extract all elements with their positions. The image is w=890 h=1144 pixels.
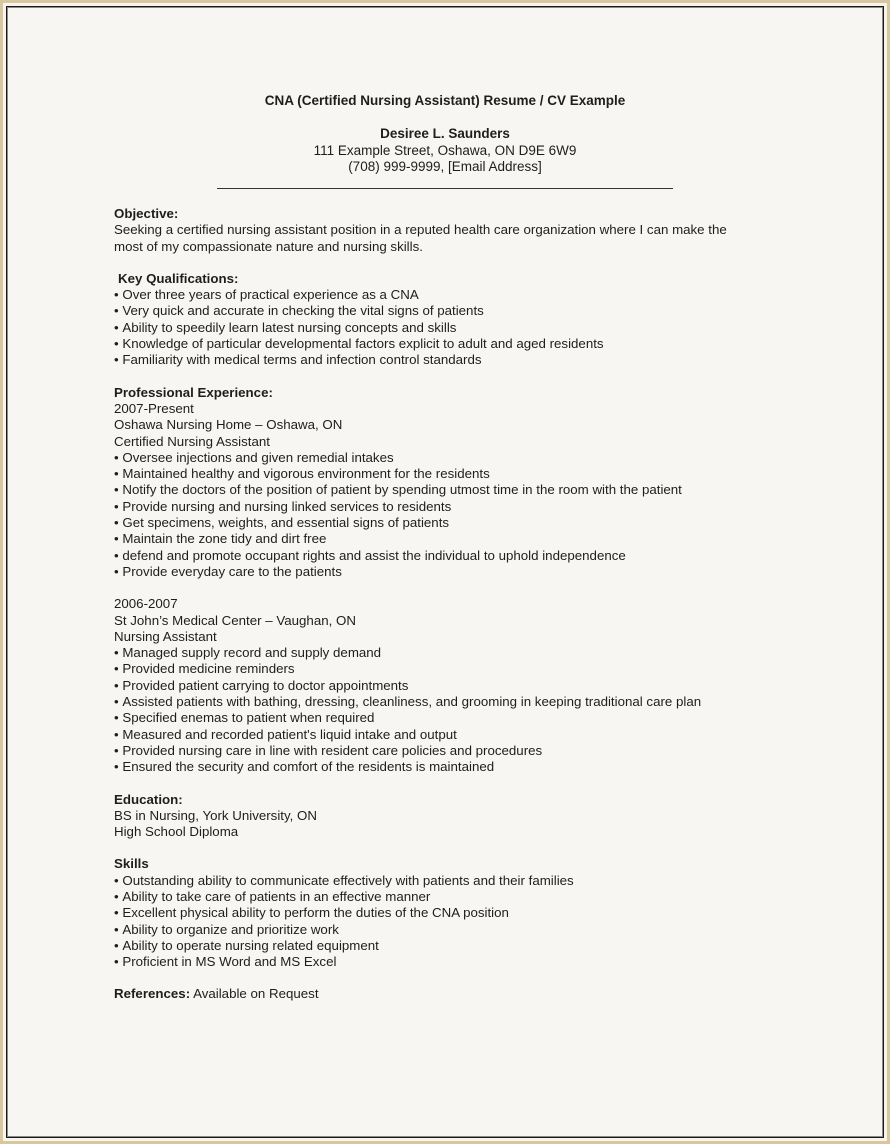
qualification-item: • Very quick and accurate in checking the vital signs of patients — [114, 303, 794, 319]
job-duty-item: • Get specimens, weights, and essential signs of patients — [114, 515, 794, 531]
job-duty-item: • Managed supply record and supply demand — [114, 645, 794, 661]
skill-item: • Outstanding ability to communicate effectively with patients and their families — [114, 873, 794, 889]
objective-heading: Objective: — [114, 206, 179, 221]
candidate-address: 111 Example Street, Oshawa, ON D9E 6W9 — [313, 143, 577, 158]
job-duty-item: • Specified enemas to patient when required — [114, 710, 794, 726]
job-employer: Oshawa Nursing Home – Oshawa, ON — [114, 417, 343, 433]
references-value: Available on Request — [190, 986, 319, 1002]
qualification-item: • Knowledge of particular developmental factors explicit to adult and aged residents — [114, 336, 794, 352]
job-duty-item: • Maintained healthy and vigorous environment for the residents — [114, 466, 794, 482]
job-role: Nursing Assistant — [114, 628, 217, 644]
job-role: Certified Nursing Assistant — [114, 433, 270, 449]
job-duty-item: • Provided medicine reminders — [114, 661, 794, 677]
skills-heading: Skills — [114, 856, 149, 872]
skill-item: • Ability to operate nursing related equipment — [114, 938, 794, 954]
resume-body — [114, 206, 794, 1003]
job-duty-item: • Provide nursing and nursing linked services to residents — [114, 499, 794, 515]
qualification-item: • Over three years of practical experience as a CNA — [114, 287, 794, 303]
header-divider — [217, 188, 673, 189]
job-employer: St John’s Medical Center – Vaughan, ON — [114, 612, 356, 628]
job-duty-item: • Ensured the security and comfort of the residents is maintained — [114, 759, 794, 775]
skill-item: • Ability to take care of patients in an effective manner — [114, 889, 794, 905]
job-duty-item: • Provided patient carrying to doctor appointments — [114, 678, 794, 694]
job-duty-item: • Assisted patients with bathing, dressing, cleanliness, and grooming in keeping traditional care plan — [114, 694, 794, 710]
references-line — [114, 986, 794, 1002]
references-label: References: — [114, 986, 191, 1002]
qualification-item: • Familiarity with medical terms and infection control standards — [114, 352, 794, 368]
job-dates: 2007-Present — [114, 400, 194, 416]
skill-item: • Proficient in MS Word and MS Excel — [114, 954, 794, 970]
qualifications-heading: Key Qualifications: — [118, 270, 239, 286]
skill-item: • Excellent physical ability to perform the duties of the CNA position — [114, 905, 794, 921]
objective-text: most of my compassionate nature and nursing skills. — [114, 238, 423, 254]
skill-item: • Ability to organize and prioritize work — [114, 922, 794, 938]
job-duty-item: • Provided nursing care in line with resident care policies and procedures — [114, 743, 794, 759]
education-item: High School Diploma — [114, 824, 239, 840]
qualification-item: • Ability to speedily learn latest nursing concepts and skills — [114, 320, 794, 336]
job-duty-item: • Maintain the zone tidy and dirt free — [114, 531, 794, 547]
job-duty-item: • defend and promote occupant rights and assist the individual to uphold independence — [114, 548, 794, 564]
experience-heading: Professional Experience: — [114, 384, 273, 400]
candidate-name: Desiree L. Saunders — [380, 126, 510, 141]
job-duty-item: • Oversee injections and given remedial intakes — [114, 450, 794, 466]
job-duty-item: • Provide everyday care to the patients — [114, 564, 794, 580]
job-duty-item: • Measured and recorded patient's liquid intake and output — [114, 727, 794, 743]
education-heading: Education: — [114, 791, 183, 807]
education-item: BS in Nursing, York University, ON — [114, 807, 317, 823]
candidate-contact: (708) 999-9999, [Email Address] — [348, 159, 542, 174]
document-title: CNA (Certified Nursing Assistant) Resume / CV Example — [264, 93, 626, 108]
objective-text: Seeking a certified nursing assistant position in a reputed health care organization where I can make the — [114, 222, 727, 238]
job-duty-item: • Notify the doctors of the position of patient by spending utmost time in the room with the patient — [114, 482, 794, 498]
job-dates: 2006-2007 — [114, 596, 178, 612]
